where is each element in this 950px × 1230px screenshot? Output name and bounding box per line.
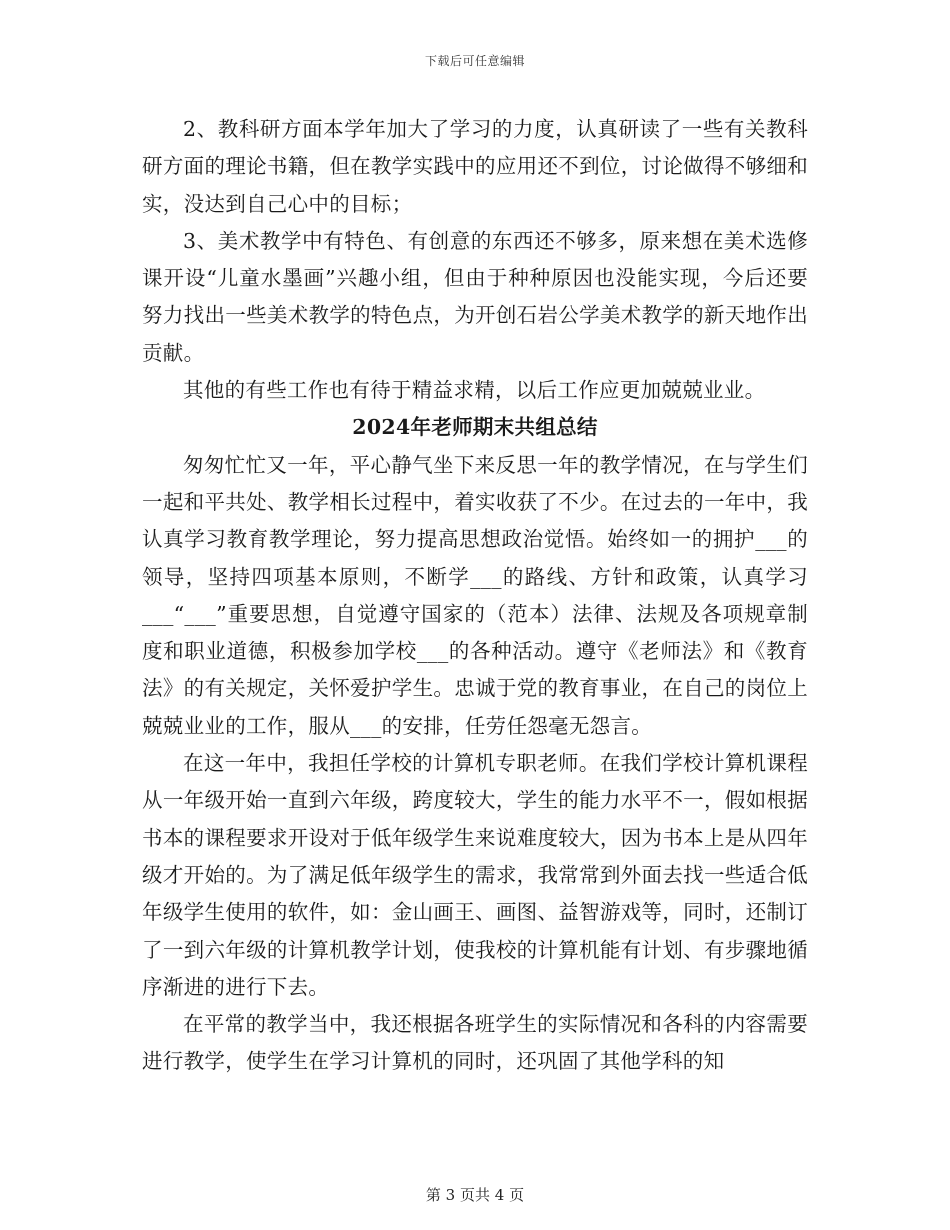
paragraph-reflection: 匆匆忙忙又一年，平心静气坐下来反思一年的教学情况，在与学生们一起和平共处、教学相长过程中，着实收获了不少。在过去的一年中，我认真学习教育教学理论，努力提高思想政治觉悟。始终如一的拥护___的领导，坚持四项基本原则，不断学___的路线、方针和政策，认真学习___“___”重要思想，自觉遵守国家的（范本）法律、法规及各项规章制度和职业道德，积极参加学校___的各种活动。遵守《老师法》和《教育法》的有关规定，关怀爱护学生。忠诚于党的教育事业，在自己的岗位上兢兢业业的工作，服从___的安排，任劳任怨毫无怨言。	[142, 452, 808, 738]
page-header: 下载后可任意编辑	[424, 54, 525, 68]
paragraph-daily-teaching: 在平常的教学当中，我还根据各班学生的实际情况和各科的内容需要进行教学，使学生在学习计算机的同时，还巩固了其他学科的知	[142, 1012, 808, 1074]
page-footer: 第 3 页共 4 页	[425, 1186, 525, 1204]
paragraph-computer-teacher: 在这一年中，我担任学校的计算机专职老师。在我们学校计算机课程从一年级开始一直到六年级，跨度较大，学生的能力水平不一，假如根据书本的课程要求开设对于低年级学生来说难度较大，因为书本上是从四年级才开始的。为了满足低年级学生的需求，我常常到外面去找一些适合低年级学生使用的软件，如：金山画王、画图、益智游戏等，同时，还制订了一到六年级的计算机教学计划，使我校的计算机能有计划、有步骤地循序渐进的进行下去。	[142, 751, 808, 999]
paragraph-teaching-research: 2、教科研方面本学年加大了学习的力度，认真研读了一些有关教科研方面的理论书籍，但在教学实践中的应用还不到位，讨论做得不够细和实，没达到自己心中的目标；	[142, 117, 808, 216]
paragraph-art-teaching: 3、美术教学中有特色、有创意的东西还不够多，原来想在美术选修课开设“儿童水墨画”兴趣小组，但由于种种原因也没能实现，今后还要努力找出一些美术教学的特色点，为开创石岩公学美术教学的新天地作出贡献。	[142, 228, 808, 365]
document-body	[142, 111, 808, 1081]
section-title: 2024年老师期末共组总结	[352, 415, 598, 440]
paragraph-other-work: 其他的有些工作也有待于精益求精，以后工作应更加兢兢业业。	[183, 378, 766, 403]
